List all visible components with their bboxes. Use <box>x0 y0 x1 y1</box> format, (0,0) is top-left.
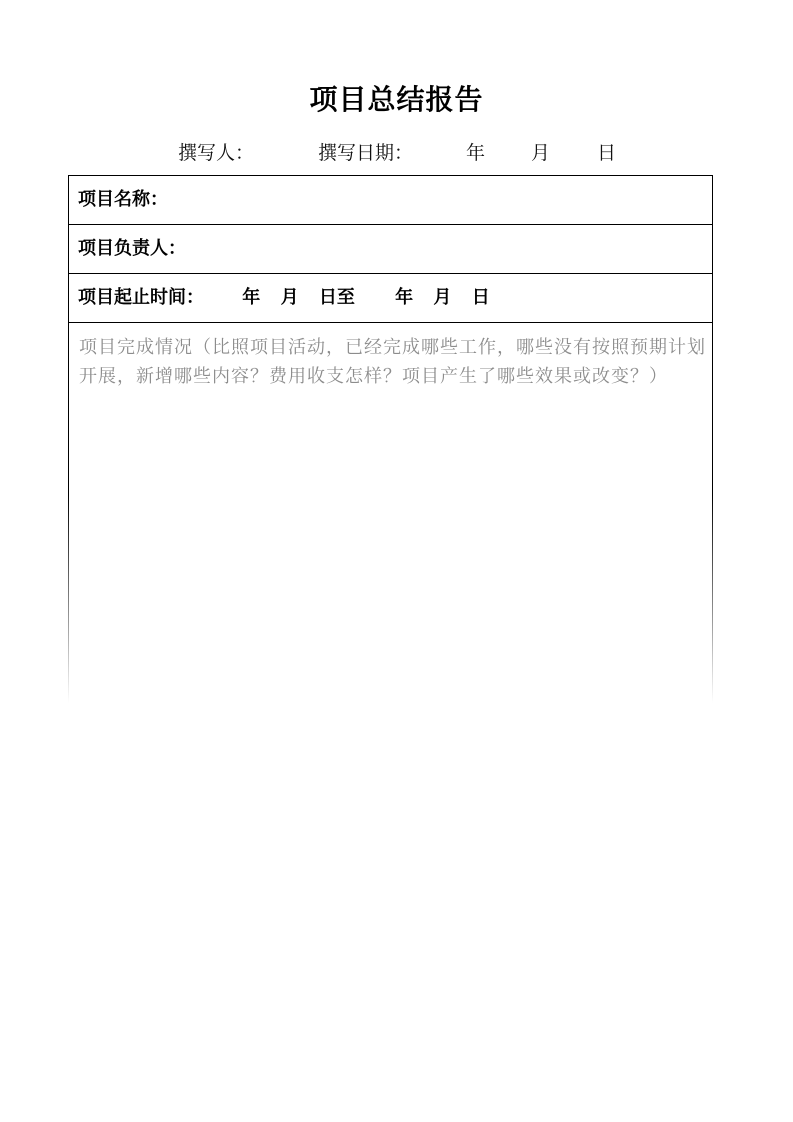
project-name-label: 项目名称： <box>78 189 168 210</box>
project-leader-row[interactable] <box>69 224 712 272</box>
project-leader-label: 项目负责人： <box>78 238 186 259</box>
period-end-month: 月 <box>433 287 452 308</box>
project-name-row[interactable] <box>69 175 712 223</box>
project-period-label: 项目起止时间： <box>78 287 204 308</box>
period-start-day: 日至 <box>318 287 355 308</box>
project-period-row[interactable] <box>69 273 712 321</box>
report-form <box>68 175 713 955</box>
period-start-month: 月 <box>280 287 299 308</box>
author-label: 撰写人： <box>178 142 255 164</box>
period-end-year: 年 <box>395 287 414 308</box>
period-end-day: 日 <box>471 287 490 308</box>
document-title: 项目总结报告 <box>309 83 484 116</box>
fade-overlay <box>67 495 714 957</box>
date-month-label: 月 <box>531 142 551 164</box>
byline <box>0 138 793 166</box>
date-label: 撰写日期： <box>318 142 414 164</box>
date-day-label: 日 <box>597 142 617 164</box>
date-year-label: 年 <box>466 142 486 164</box>
period-start-year: 年 <box>242 287 261 308</box>
completion-hint: 项目完成情况（比照项目活动，已经完成哪些工作，哪些没有按照预期计划开展，新增哪些内容？费用收支怎样？项目产生了哪些效果或改变？） <box>79 337 706 387</box>
